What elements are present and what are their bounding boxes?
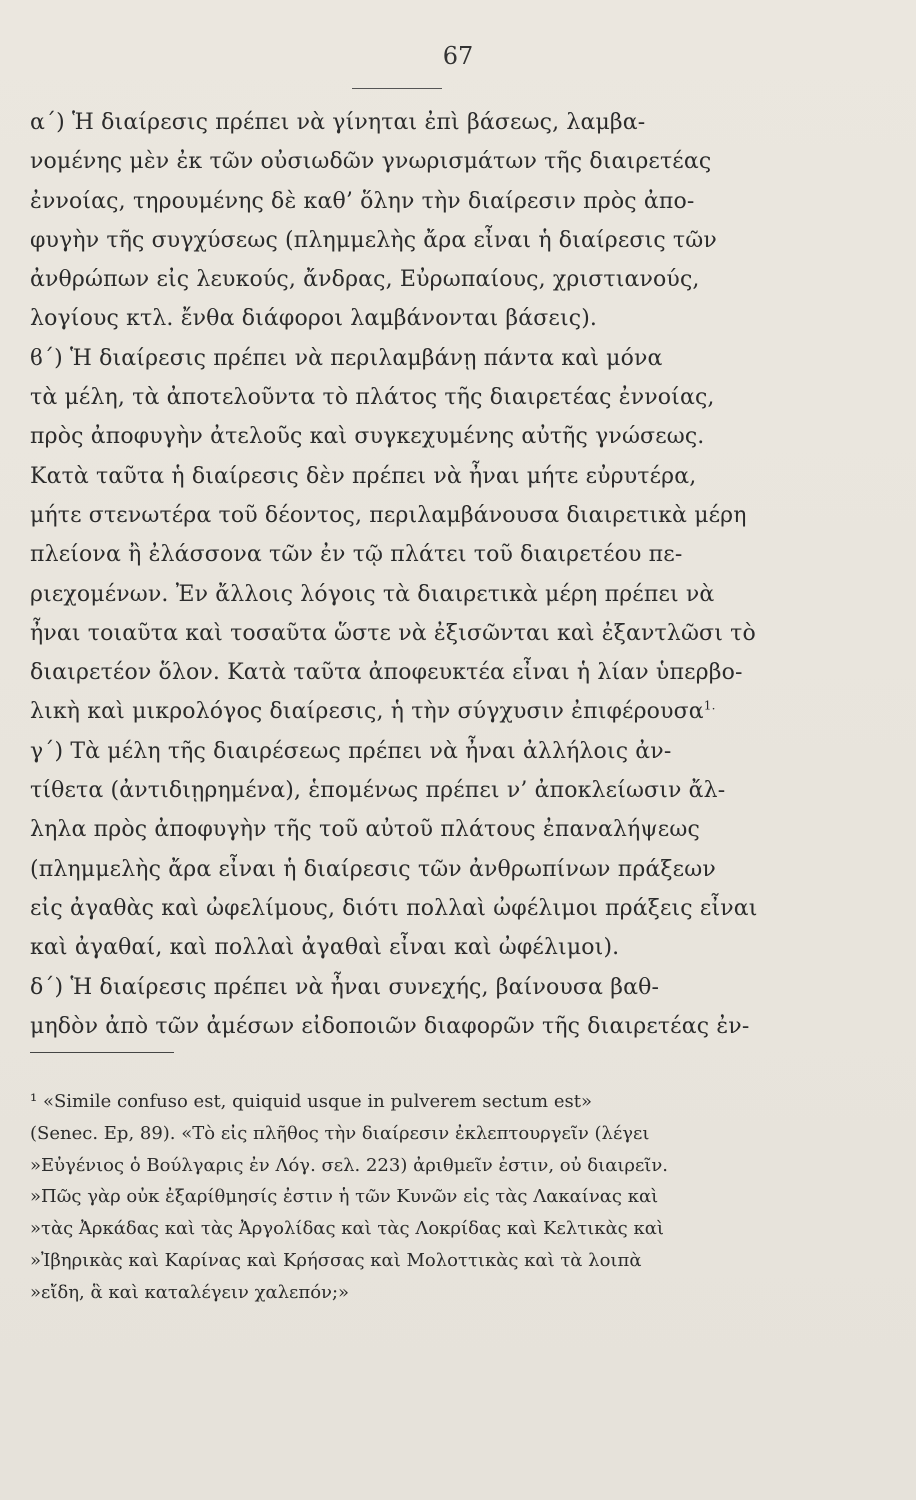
- header-rule: [352, 88, 442, 89]
- text-line: νομένης μὲν ἐκ τῶν οὐσιωδῶν γνωρισμάτων τῆς διαιρετέας: [30, 149, 712, 175]
- text-line: λογίους κτλ. ἔνθα διάφοροι λαμβάνονται βάσεις).: [30, 306, 598, 332]
- footnotes: [30, 1086, 760, 1309]
- text-line: [30, 692, 760, 731]
- text-line: πλείονα ἢ ἐλάσσονα τῶν ἐν τῷ πλάτει τοῦ διαιρετέου πε-: [30, 542, 683, 568]
- footnote-line: ¹ «Simile confuso est, quiquid usque in pulverem sectum est»: [30, 1091, 592, 1112]
- text-line: α΄) Ἡ διαίρεσις πρέπει νὰ γίνηται ἐπὶ βάσεως, λαμβα-: [30, 110, 646, 135]
- text-line: ἀνθρώπων εἰς λευκούς, ἄνδρας, Εὐρωπαίους, χριστιανούς,: [30, 267, 700, 293]
- text-line: τίθετα (ἀντιδιῃρημένα), ἑπομένως πρέπει ν’ ἀποκλείωσιν ἄλ-: [30, 778, 726, 804]
- text-line-content: λικὴ καὶ μικρολόγος διαίρεσις, ἡ τὴν σύγχυσιν ἐπιφέρουσα: [30, 699, 704, 725]
- text-line: γ΄) Τὰ μέλη τῆς διαιρέσεως πρέπει νὰ ἦναι ἀλλήλοις ἀν-: [30, 738, 672, 764]
- text-line: δ΄) Ἡ διαίρεσις πρέπει νὰ ἦναι συνεχής, βαίνουσα βαθ-: [30, 974, 660, 1000]
- text-line: ἐννοίας, τηρουμένης δὲ καθ’ ὅλην τὴν διαίρεσιν πρὸς ἀπο-: [30, 188, 695, 214]
- footnote-ref: 1.: [703, 699, 716, 714]
- footnote-line: »Ἰβηρικὰς καὶ Καρίνας καὶ Κρήσσας καὶ Μολοττικὰς καὶ τὰ λοιπὰ: [30, 1249, 642, 1271]
- footnote-line: »Πῶς γὰρ οὐκ ἐξαρίθμησίς ἐστιν ἡ τῶν Κυνῶν εἰς τὰς Λακαίνας καὶ: [30, 1186, 659, 1208]
- page-number: 67: [442, 42, 474, 70]
- text-line: μήτε στενωτέρα τοῦ δέοντος, περιλαμβάνουσα διαιρετικὰ μέρη: [30, 502, 747, 528]
- text-line: καὶ ἀγαθαί, καὶ πολλαὶ ἀγαθαὶ εἶναι καὶ ὠφέλιμοι).: [30, 935, 620, 961]
- text-line: εἰς ἀγαθὰς καὶ ὠφελίμους, διότι πολλαὶ ὠφέλιμοι πράξεις εἶναι: [30, 895, 758, 921]
- text-line: πρὸς ἀποφυγὴν ἀτελοῦς καὶ συγκεχυμένης αὐτῆς γνώσεως.: [30, 424, 705, 450]
- text-line: Κατὰ ταῦτα ἡ διαίρεσις δὲν πρέπει νὰ ἦναι μήτε εὐρυτέρα,: [30, 463, 697, 489]
- footnote-rule: [30, 1052, 174, 1053]
- footnote-line: »τὰς Ἀρκάδας καὶ τὰς Ἀργολίδας καὶ τὰς Λοκρίδας καὶ Κελτικὰς καὶ: [30, 1218, 664, 1240]
- text-line: ἦναι τοιαῦτα καὶ τοσαῦτα ὥστε νὰ ἐξισῶνται καὶ ἐξαντλῶσι τὸ: [30, 620, 756, 646]
- footnote-line: »εἴδη, ἃ καὶ καταλέγειν χαλεπόν;»: [30, 1281, 350, 1303]
- text-line: ριεχομένων. Ἐν ἄλλοις λόγοις τὰ διαιρετικὰ μέρη πρέπει νὰ: [30, 581, 715, 607]
- text-line: ληλα πρὸς ἀποφυγὴν τῆς τοῦ αὐτοῦ πλάτους ἐπαναλήψεως: [30, 817, 700, 843]
- body-text: [30, 103, 760, 1046]
- text-line: (πλημμελὴς ἄρα εἶναι ἡ διαίρεσις τῶν ἀνθρωπίνων πράξεων: [30, 856, 716, 882]
- text-line: ϐ΄) Ἡ διαίρεσις πρέπει νὰ περιλαμβάνῃ πάντα καὶ μόνα: [30, 345, 663, 371]
- text-line: διαιρετέον ὅλον. Κατὰ ταῦτα ἀποφευκτέα εἶναι ἡ λίαν ὑπερβο-: [30, 660, 743, 686]
- text-line: μηδὸν ἀπὸ τῶν ἀμέσων εἰδοποιῶν διαφορῶν τῆς διαιρετέας ἐν-: [30, 1013, 750, 1039]
- text-line: φυγὴν τῆς συγχύσεως (πλημμελὴς ἄρα εἶναι ἡ διαίρεσις τῶν: [30, 227, 717, 253]
- footnote-line: »Εὐγένιος ὁ Βούλγαρις ἐν Λόγ. σελ. 223) ἀριθμεῖν ἐστιν, οὐ διαιρεῖν.: [30, 1154, 669, 1176]
- footnote-line: (Senec. Ep, 89). «Τὸ εἰς πλῆθος τὴν διαίρεσιν ἐκλεπτουργεῖν (λέγει: [30, 1122, 650, 1144]
- text-line: τὰ μέλη, τὰ ἀποτελοῦντα τὸ πλάτος τῆς διαιρετέας ἐννοίας,: [30, 385, 715, 411]
